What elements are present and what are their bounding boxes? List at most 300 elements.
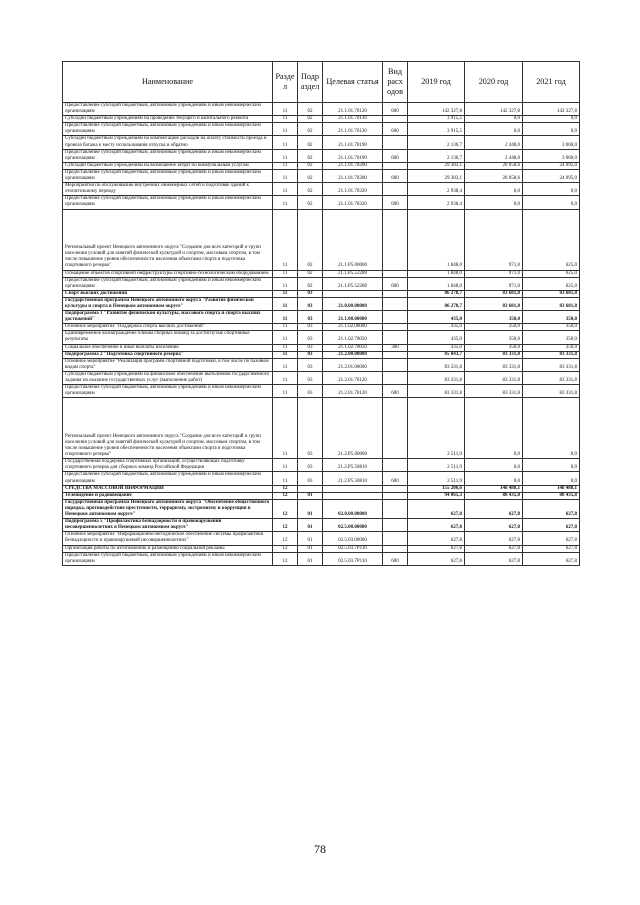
row-target-article — [323, 485, 383, 492]
table-row — [63, 331, 580, 344]
row-value-2020: 350,0 — [465, 344, 523, 351]
row-subsection: 02 — [298, 270, 323, 277]
row-expense-type — [383, 270, 408, 277]
row-name: Основное мероприятие "Информационно-методическое обеспечение системы профилактики безнадзорности и правонарушений несовершеннолетних" — [63, 532, 273, 545]
row-section: 12 — [273, 552, 298, 565]
row-value-2021: 627,8 — [523, 499, 580, 518]
row-target-article: 21.1.02.70050 — [323, 331, 383, 344]
row-subsection: 03 — [298, 472, 323, 485]
header-target-article: Целевая статья — [323, 62, 383, 103]
row-section: 11 — [273, 371, 298, 384]
table-row — [63, 358, 580, 371]
row-value-2020: 83 681,8 — [465, 290, 523, 297]
row-value-2021: 142 327,8 — [523, 103, 580, 116]
row-value-2019: 142 327,8 — [408, 103, 465, 116]
row-expense-type: 300 — [383, 344, 408, 351]
table-row — [63, 398, 580, 459]
row-subsection: 03 — [298, 297, 323, 310]
row-value-2020: 971,0 — [465, 277, 523, 290]
row-subsection: 03 — [298, 290, 323, 297]
table-row — [63, 385, 580, 398]
row-name: Подпрограмма 1 "Развитие физической культуры, массового спорта и спорта высших достижений" — [63, 311, 273, 324]
table-row — [63, 459, 580, 472]
row-section: 11 — [273, 459, 298, 472]
row-value-2021: 148 488,1 — [523, 485, 580, 492]
table-row — [63, 123, 580, 136]
row-name: Предоставление субсидий бюджетным, автономным учреждениям и иным некоммерческим организациям — [63, 123, 273, 136]
row-name: Предоставление субсидий бюджетным, автономным учреждениям и иным некоммерческим организациям — [63, 277, 273, 290]
row-expense-type — [383, 485, 408, 492]
row-value-2021: 625,0 — [523, 270, 580, 277]
row-expense-type — [383, 545, 408, 552]
row-subsection: 02 — [298, 162, 323, 169]
row-section: 12 — [273, 499, 298, 518]
row-section: 12 — [273, 545, 298, 552]
row-section: 11 — [273, 116, 298, 123]
row-target-article: 21.2.P5.50810 — [323, 459, 383, 472]
row-expense-type — [383, 532, 408, 545]
header-expense-type: Вид расх одов — [383, 62, 408, 103]
row-name: Предоставление субсидий бюджетным, автономным учреждениям и иным некоммерческим организациям — [63, 472, 273, 485]
table-row — [63, 103, 580, 116]
row-expense-type — [383, 209, 408, 270]
row-value-2020: 0,0 — [465, 123, 523, 136]
row-section: 11 — [273, 398, 298, 459]
page-number: 78 — [314, 842, 326, 856]
row-name: СРЕДСТВА МАССОВОЙ ИНФОРМАЦИИ — [63, 485, 273, 492]
row-section: 11 — [273, 297, 298, 310]
row-target-article: 21.1.01.70200 — [323, 162, 383, 169]
row-value-2021: 24 095,0 — [523, 169, 580, 182]
row-target-article: 21.1.01.70190 — [323, 149, 383, 162]
table-row — [63, 472, 580, 485]
row-expense-type: 600 — [383, 103, 408, 116]
header-name: Наименование — [63, 62, 273, 103]
header-2021: 2021 год — [523, 62, 580, 103]
row-name: Единовременное вознаграждение членам сборных команд за достигнутые спортивные результаты — [63, 331, 273, 344]
row-subsection: 02 — [298, 103, 323, 116]
row-name: Подпрограмма 2 "Подготовка спортивного резерва" — [63, 351, 273, 358]
row-name: Мероприятия по обслуживанию внутренних инженерных сетей и подготовке зданий к отопительному периоду — [63, 183, 273, 196]
row-target-article: 21.2.01.70120 — [323, 385, 383, 398]
row-expense-type — [383, 331, 408, 344]
row-target-article: 02.5.03.7P110 — [323, 552, 383, 565]
row-expense-type — [383, 351, 408, 358]
row-value-2021: 83 681,8 — [523, 290, 580, 297]
row-value-2021: 3 060,0 — [523, 149, 580, 162]
row-value-2020: 627,8 — [465, 499, 523, 518]
row-value-2019: 627,8 — [408, 499, 465, 518]
row-expense-type — [383, 311, 408, 324]
row-subsection: 03 — [298, 344, 323, 351]
row-subsection: 02 — [298, 183, 323, 196]
row-section: 11 — [273, 344, 298, 351]
row-value-2021: 625,0 — [523, 209, 580, 270]
row-subsection: 01 — [298, 499, 323, 518]
table-row — [63, 499, 580, 518]
table-row — [63, 492, 580, 499]
row-value-2020: 88 435,8 — [465, 492, 523, 499]
row-value-2020: 142 327,8 — [465, 103, 523, 116]
table-row — [63, 371, 580, 384]
row-target-article: 21.1.02.00000 — [323, 324, 383, 331]
row-expense-type — [383, 358, 408, 371]
row-target-article: 02.0.00.00000 — [323, 499, 383, 518]
row-value-2019: 29 383,1 — [408, 169, 465, 182]
row-expense-type: 600 — [383, 472, 408, 485]
row-value-2019: 627,8 — [408, 545, 465, 552]
row-value-2021: 0,0 — [523, 116, 580, 123]
row-subsection: 03 — [298, 385, 323, 398]
row-value-2020: 627,8 — [465, 545, 523, 552]
row-value-2020: 0,0 — [465, 459, 523, 472]
row-value-2021: 3 060,0 — [523, 136, 580, 149]
row-value-2020: 627,8 — [465, 552, 523, 565]
row-subsection: 02 — [298, 123, 323, 136]
row-value-2020: 971,0 — [465, 209, 523, 270]
row-value-2020: 0,0 — [465, 398, 523, 459]
row-value-2019: 94 065,3 — [408, 492, 465, 499]
row-section: 12 — [273, 519, 298, 532]
row-target-article: 02.5.00.00000 — [323, 519, 383, 532]
row-value-2019: 83 331,8 — [408, 385, 465, 398]
row-section: 11 — [273, 136, 298, 149]
row-value-2021: 627,8 — [523, 545, 580, 552]
row-value-2021: 627,8 — [523, 519, 580, 532]
row-section: 11 — [273, 324, 298, 331]
row-section: 11 — [273, 385, 298, 398]
row-section: 11 — [273, 149, 298, 162]
row-value-2021: 627,8 — [523, 532, 580, 545]
row-name: Предоставление субсидий бюджетным, автономным учреждениям и иным некоммерческим организациям — [63, 169, 273, 182]
row-value-2020: 971,0 — [465, 270, 523, 277]
table-row — [63, 344, 580, 351]
row-section: 11 — [273, 351, 298, 358]
row-expense-type — [383, 499, 408, 518]
row-value-2020: 627,8 — [465, 519, 523, 532]
row-value-2019: 435,0 — [408, 311, 465, 324]
row-section: 11 — [273, 183, 298, 196]
row-subsection: 01 — [298, 532, 323, 545]
row-expense-type — [383, 324, 408, 331]
row-value-2020: 0,0 — [465, 472, 523, 485]
row-value-2020: 627,8 — [465, 532, 523, 545]
row-expense-type — [383, 297, 408, 310]
row-value-2021: 83 331,8 — [523, 358, 580, 371]
row-value-2019: 1 848,0 — [408, 209, 465, 270]
row-name: Организация работы по изготовлению и размещению социальной рекламы — [63, 545, 273, 552]
row-section: 12 — [273, 492, 298, 499]
row-section: 11 — [273, 103, 298, 116]
row-subsection: 03 — [298, 331, 323, 344]
row-target-article: 21.1.01.70120 — [323, 103, 383, 116]
row-expense-type — [383, 136, 408, 149]
row-value-2021: 88 435,8 — [523, 492, 580, 499]
row-target-article: 21.2.P5.50810 — [323, 472, 383, 485]
table-row — [63, 169, 580, 182]
row-value-2019: 2 511,9 — [408, 398, 465, 459]
row-subsection: 03 — [298, 324, 323, 331]
row-value-2021: 0,0 — [523, 459, 580, 472]
row-expense-type: 600 — [383, 385, 408, 398]
row-name: Государственная поддержка спортивных организаций, осуществляющих подготовку спортивного резерва для сборных команд Российской Федерации — [63, 459, 273, 472]
row-subsection — [298, 485, 323, 492]
row-target-article: 21.1.02.70050 — [323, 344, 383, 351]
row-target-article: 21.2.01.70120 — [323, 371, 383, 384]
row-subsection: 02 — [298, 277, 323, 290]
row-value-2020: 350,0 — [465, 324, 523, 331]
row-value-2020: 350,0 — [465, 331, 523, 344]
table-row — [63, 545, 580, 552]
row-value-2020: 0,0 — [465, 196, 523, 209]
table-row — [63, 209, 580, 270]
row-expense-type: 600 — [383, 196, 408, 209]
row-subsection: 02 — [298, 196, 323, 209]
row-target-article — [323, 492, 383, 499]
table-row — [63, 552, 580, 565]
header-2020: 2020 год — [465, 62, 523, 103]
row-name: Субсидии бюджетным учреждениям на финансовое обеспечение выполнения государственного задания на оказание государственных услуг (выполнение работ) — [63, 371, 273, 384]
table-row — [63, 311, 580, 324]
row-value-2020: 83 331,8 — [465, 351, 523, 358]
row-value-2019: 2 938,4 — [408, 196, 465, 209]
row-target-article: 21.1.01.70200 — [323, 169, 383, 182]
row-name: Основное мероприятие "Поддержка спорта высших достижений" — [63, 324, 273, 331]
row-subsection: 03 — [298, 311, 323, 324]
row-value-2019: 2 136,7 — [408, 149, 465, 162]
header-section: Разде л — [273, 62, 298, 103]
row-expense-type — [383, 519, 408, 532]
row-name: Субсидии бюджетным учреждениям на компенсацию расходов на оплату стоимости проезда и провоза багажа к месту использования отпуска и обратно — [63, 136, 273, 149]
header-subsection: Подр аздел — [298, 62, 323, 103]
row-value-2021: 83 331,8 — [523, 351, 580, 358]
row-subsection: 03 — [298, 398, 323, 459]
row-value-2019: 86 278,7 — [408, 290, 465, 297]
row-value-2019: 29 383,1 — [408, 162, 465, 169]
row-value-2020: 83 681,8 — [465, 297, 523, 310]
row-expense-type — [383, 371, 408, 384]
row-value-2019: 1 848,0 — [408, 270, 465, 277]
row-value-2019: 2 511,9 — [408, 459, 465, 472]
table-row — [63, 136, 580, 149]
row-value-2019: 435,0 — [408, 331, 465, 344]
row-expense-type — [383, 183, 408, 196]
row-value-2019: 627,8 — [408, 532, 465, 545]
row-subsection: 02 — [298, 209, 323, 270]
row-target-article: 21.1.01.70190 — [323, 136, 383, 149]
row-value-2019: 85 843,7 — [408, 351, 465, 358]
table-body — [63, 103, 580, 566]
row-name: Субсидии бюджетным учреждениям на проведение текущего и капитального ремонта — [63, 116, 273, 123]
row-target-article: 21.2.01.00000 — [323, 358, 383, 371]
row-value-2020: 83 331,8 — [465, 385, 523, 398]
row-value-2021: 83 331,8 — [523, 385, 580, 398]
row-section: 11 — [273, 123, 298, 136]
row-value-2020: 2 448,0 — [465, 149, 523, 162]
row-target-article — [323, 290, 383, 297]
row-section: 11 — [273, 169, 298, 182]
row-value-2019: 3 915,5 — [408, 116, 465, 123]
row-subsection: 03 — [298, 358, 323, 371]
row-value-2020: 26 058,6 — [465, 169, 523, 182]
row-expense-type: 600 — [383, 149, 408, 162]
row-value-2019: 3 915,5 — [408, 123, 465, 136]
row-subsection: 01 — [298, 492, 323, 499]
header-row — [63, 62, 580, 103]
row-expense-type: 600 — [383, 552, 408, 565]
row-target-article: 21.1.01.70320 — [323, 183, 383, 196]
table-row — [63, 149, 580, 162]
row-target-article: 21.1.P5.00000 — [323, 209, 383, 270]
row-value-2020: 2 448,0 — [465, 136, 523, 149]
row-target-article: 02.5.03.00000 — [323, 532, 383, 545]
row-name: Предоставление субсидий бюджетным, автономным учреждениям и иным некоммерческим организациям — [63, 196, 273, 209]
row-subsection: 01 — [298, 519, 323, 532]
row-target-article: 21.1.00.00000 — [323, 311, 383, 324]
row-section: 12 — [273, 485, 298, 492]
row-expense-type — [383, 116, 408, 123]
row-name: Предоставление субсидий бюджетным, автономным учреждениям и иным некоммерческим организациям — [63, 385, 273, 398]
row-value-2020: 83 331,8 — [465, 371, 523, 384]
table-row — [63, 162, 580, 169]
row-subsection: 02 — [298, 116, 323, 123]
row-value-2019: 1 848,0 — [408, 277, 465, 290]
row-value-2021: 627,8 — [523, 552, 580, 565]
row-name: Государственная программа Ненецкого автономного округа "Обеспечение общественного порядка, противодействие преступности, терроризму, экстремизму и коррупции в Ненецком автономном округе" — [63, 499, 273, 518]
row-target-article: 21.0.00.00000 — [323, 297, 383, 310]
row-expense-type — [383, 162, 408, 169]
row-value-2021: 83 331,8 — [523, 371, 580, 384]
row-expense-type: 600 — [383, 169, 408, 182]
row-section: 11 — [273, 162, 298, 169]
row-value-2019: 83 331,8 — [408, 358, 465, 371]
row-name: Государственная программа Ненецкого автономного округа "Развитие физической культуры и спорта в Ненецком автономном округе" — [63, 297, 273, 310]
row-value-2020: 83 331,8 — [465, 358, 523, 371]
row-target-article: 21.1.01.70320 — [323, 196, 383, 209]
row-value-2021: 83 681,8 — [523, 297, 580, 310]
row-value-2020: 0,0 — [465, 116, 523, 123]
row-value-2021: 350,0 — [523, 331, 580, 344]
row-value-2019: 2 136,7 — [408, 136, 465, 149]
row-section: 11 — [273, 311, 298, 324]
table-row — [63, 532, 580, 545]
row-value-2020: 0,0 — [465, 183, 523, 196]
row-value-2020: 148 488,1 — [465, 485, 523, 492]
row-target-article: 21.1.P5.52280 — [323, 277, 383, 290]
row-value-2019: 83 331,8 — [408, 371, 465, 384]
row-section: 12 — [273, 532, 298, 545]
table-row — [63, 351, 580, 358]
row-target-article: 21.1.01.70130 — [323, 123, 383, 136]
header-2019: 2019 год — [408, 62, 465, 103]
row-target-article: 21.2.P5.00000 — [323, 398, 383, 459]
row-value-2021: 350,0 — [523, 324, 580, 331]
table-row — [63, 116, 580, 123]
table-row — [63, 297, 580, 310]
row-subsection: 02 — [298, 149, 323, 162]
row-name: Телевидение и радиовещание — [63, 492, 273, 499]
row-value-2019: 155 206,6 — [408, 485, 465, 492]
row-value-2019: 2 511,9 — [408, 472, 465, 485]
row-value-2019: 627,8 — [408, 552, 465, 565]
row-value-2021: 0,0 — [523, 123, 580, 136]
row-value-2019: 627,8 — [408, 519, 465, 532]
row-subsection: 02 — [298, 136, 323, 149]
row-value-2021: 350,0 — [523, 344, 580, 351]
row-value-2019: 435,0 — [408, 324, 465, 331]
row-section: 11 — [273, 290, 298, 297]
row-expense-type — [383, 398, 408, 459]
row-section: 11 — [273, 196, 298, 209]
row-target-article: 21.1.P5.52280 — [323, 270, 383, 277]
row-name: Спорт высших достижений — [63, 290, 273, 297]
row-value-2021: 625,0 — [523, 277, 580, 290]
row-name: Подпрограмма 5 "Профилактика безнадзорности и правонарушений несовершеннолетних в Ненецком автономном округе" — [63, 519, 273, 532]
row-value-2021: 0,0 — [523, 183, 580, 196]
table-row — [63, 270, 580, 277]
row-name: Основное мероприятие "Реализация программ спортивной подготовки, в том числе по базовым видам спорта" — [63, 358, 273, 371]
row-name: Предоставление субсидий бюджетным, автономным учреждениям и иным некоммерческим организациям — [63, 103, 273, 116]
table-row — [63, 196, 580, 209]
row-name: Субсидии бюджетным учреждениям на возмещение затрат по коммунальным услугам — [63, 162, 273, 169]
row-target-article: 21.2.00.00000 — [323, 351, 383, 358]
row-section: 11 — [273, 277, 298, 290]
row-subsection: 03 — [298, 351, 323, 358]
row-value-2021: 0,0 — [523, 398, 580, 459]
row-value-2019: 435,0 — [408, 344, 465, 351]
row-expense-type: 600 — [383, 277, 408, 290]
row-value-2019: 2 938,4 — [408, 183, 465, 196]
row-section: 11 — [273, 270, 298, 277]
table-row — [63, 277, 580, 290]
row-name: Оснащение объектов спортивной инфраструктуры спортивно-технологическим оборудованием — [63, 270, 273, 277]
row-name: Региональный проект Ненецкого автономного округа "Создание для всех категорий и групп населения условий для занятий физической культурой и спортом, массовым спортом, в том числе повышение уровня обеспеченности населения объектами спорта и подготовка спортивного резерва" — [63, 398, 273, 459]
row-value-2019: 86 278,7 — [408, 297, 465, 310]
row-target-article: 02.5.03.7P110 — [323, 545, 383, 552]
row-section: 11 — [273, 358, 298, 371]
row-subsection: 02 — [298, 169, 323, 182]
row-name: Предоставление субсидий бюджетным, автономным учреждениям и иным некоммерческим организациям — [63, 552, 273, 565]
row-target-article: 21.1.01.70130 — [323, 116, 383, 123]
table-row — [63, 183, 580, 196]
budget-table — [62, 61, 580, 566]
row-name: Социальное обеспечение и иные выплаты населению — [63, 344, 273, 351]
row-expense-type: 600 — [383, 123, 408, 136]
row-value-2020: 26 058,6 — [465, 162, 523, 169]
row-value-2021: 350,0 — [523, 311, 580, 324]
row-subsection: 03 — [298, 459, 323, 472]
row-section: 11 — [273, 331, 298, 344]
row-name: Предоставление субсидий бюджетным, автономным учреждениям и иным некоммерческим организациям — [63, 149, 273, 162]
row-expense-type — [383, 459, 408, 472]
table-row — [63, 290, 580, 297]
row-value-2020: 350,0 — [465, 311, 523, 324]
row-name: Региональный проект Ненецкого автономного округа "Создание для всех категорий и групп населения условий для занятий физической культурой и спортом, массовым спортом, в том числе повышение уровня обеспеченности населения объектами спорта и подготовка спортивного резерва" — [63, 209, 273, 270]
table-row — [63, 485, 580, 492]
row-subsection: 01 — [298, 545, 323, 552]
row-section: 11 — [273, 209, 298, 270]
row-value-2021: 0,0 — [523, 472, 580, 485]
row-expense-type — [383, 492, 408, 499]
row-value-2021: 24 095,0 — [523, 162, 580, 169]
row-subsection: 03 — [298, 371, 323, 384]
row-section: 11 — [273, 472, 298, 485]
row-subsection: 01 — [298, 552, 323, 565]
table-row — [63, 519, 580, 532]
table-row — [63, 324, 580, 331]
row-value-2021: 0,0 — [523, 196, 580, 209]
row-expense-type — [383, 290, 408, 297]
